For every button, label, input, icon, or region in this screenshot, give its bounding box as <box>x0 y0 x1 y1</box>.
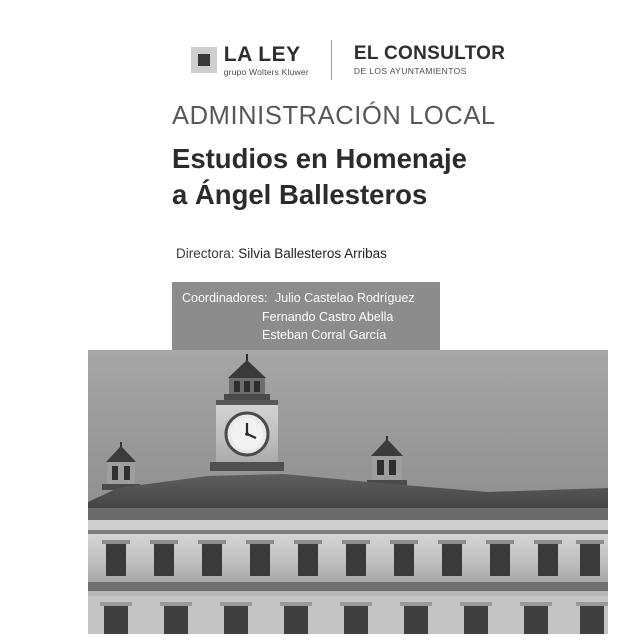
coordinator-name-2: Fernando Castro Abella <box>262 309 394 324</box>
la-ley-logo <box>191 44 331 77</box>
cover-subtitle-line-1: Estudios en Homenaje <box>172 143 467 174</box>
coordinator-row-1 <box>182 289 430 308</box>
la-ley-name: LA LEY <box>223 42 301 66</box>
cover-subtitle <box>172 141 592 214</box>
coordinator-name-3: Esteban Corral García <box>262 328 387 342</box>
el-consultor-subtitle: DE LOS AYUNTAMIENTOS <box>353 66 467 77</box>
coordinator-row-3 <box>182 326 430 345</box>
publisher-logos <box>88 34 608 86</box>
coordinator-row-2 <box>182 308 430 327</box>
title-block <box>172 102 592 214</box>
square-logo-icon <box>191 47 217 73</box>
director-label: Directora: <box>176 246 235 261</box>
la-ley-group: grupo Wolters Kluwer <box>223 66 309 77</box>
coordinator-name-1: Julio Castelao Rodríguez <box>274 291 415 305</box>
coordinators-label: Coordinadores: <box>182 291 268 305</box>
coordinators-box <box>172 282 440 350</box>
director-line <box>176 246 387 261</box>
cover-subtitle-line-2: a Ángel Ballesteros <box>172 179 428 211</box>
director-name: Silvia Ballesteros Arribas <box>238 246 387 261</box>
el-consultor-name: EL CONSULTOR <box>353 43 506 65</box>
book-cover <box>88 6 608 634</box>
el-consultor-logo <box>332 44 505 76</box>
cover-photograph <box>88 350 608 634</box>
page-title: ADMINISTRACIÓN LOCAL <box>172 102 496 130</box>
